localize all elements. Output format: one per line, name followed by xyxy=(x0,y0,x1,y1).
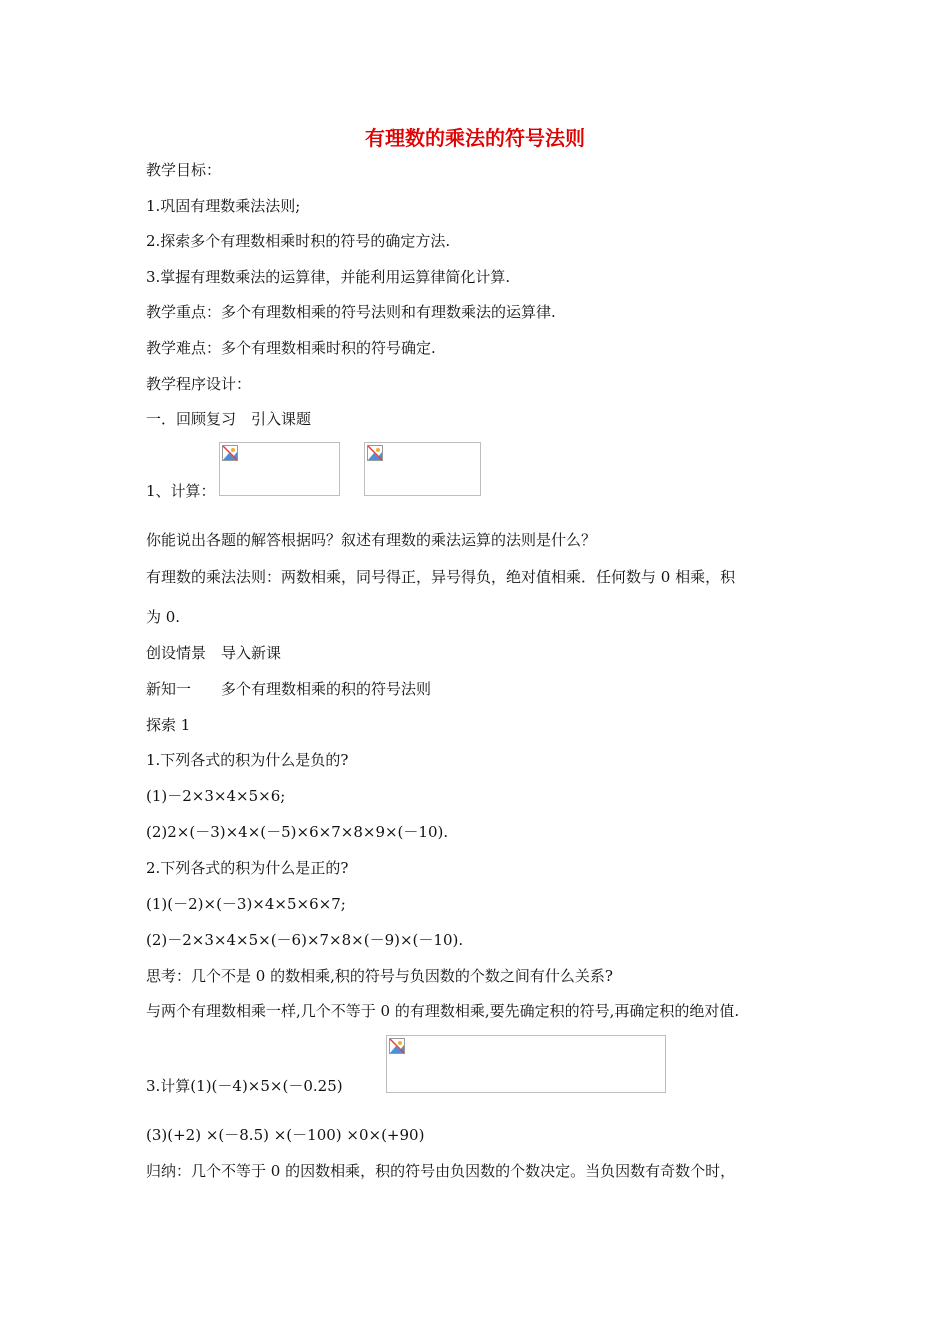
text-line: 1、计算： xyxy=(146,482,216,500)
text-line: 1.巩固有理数乘法法则; xyxy=(146,197,301,215)
broken-image xyxy=(386,1035,666,1093)
text-line: 教学难点：多个有理数相乘时积的符号确定. xyxy=(146,339,436,357)
text-line: 创设情景 导入新课 xyxy=(146,644,282,662)
text-line: 3.掌握有理数乘法的运算律，并能利用运算律简化计算. xyxy=(146,268,511,286)
text-line: (3)(+2) ×(－8.5) ×(－100) ×0×(+90) xyxy=(146,1126,425,1144)
broken-image-icon xyxy=(389,1038,405,1054)
page-title: 有理数的乘法的符号法则 xyxy=(365,126,585,150)
text-line: 有理数的乘法法则：两数相乘，同号得正，异号得负，绝对值相乘．任何数与 0 相乘，积 xyxy=(146,568,736,586)
text-line: 教学程序设计： xyxy=(146,375,252,393)
text-line: 教学重点：多个有理数相乘的符号法则和有理数乘法的运算律. xyxy=(146,303,556,321)
text-line: 你能说出各题的解答根据吗？叙述有理数的乘法运算的法则是什么？ xyxy=(146,531,597,549)
text-line: 2.下列各式的积为什么是正的? xyxy=(146,859,349,877)
text-line: 3.计算(1)(－4)×5×(－0.25) xyxy=(146,1077,343,1095)
text-line: 1.下列各式的积为什么是负的? xyxy=(146,751,349,769)
text-line: 教学目标： xyxy=(146,161,222,179)
text-line: 归纳：几个不等于 0 的因数相乘，积的符号由负因数的个数决定。当负因数有奇数个时， xyxy=(146,1162,736,1180)
text-line: 一．回顾复习 引入课题 xyxy=(146,410,312,428)
broken-image xyxy=(219,442,340,496)
text-line: 新知一 多个有理数相乘的积的符号法则 xyxy=(146,680,432,698)
text-line: (2)－2×3×4×5×(－6)×7×8×(－9)×(－10). xyxy=(146,931,464,949)
text-line: 与两个有理数相乘一样,几个不等于 0 的有理数相乘,要先确定积的符号,再确定积的绝对值. xyxy=(146,1002,740,1020)
text-line: (2)2×(－3)×4×(－5)×6×7×8×9×(－10). xyxy=(146,823,449,841)
broken-image-icon xyxy=(367,445,383,461)
text-line: 2.探索多个有理数相乘时积的符号的确定方法. xyxy=(146,232,451,250)
text-line: (1)(－2)×(－3)×4×5×6×7; xyxy=(146,895,346,913)
broken-image xyxy=(364,442,481,496)
broken-image-icon xyxy=(222,445,238,461)
text-line: 为 0. xyxy=(146,608,181,626)
text-line: 探索 1 xyxy=(146,716,191,734)
text-line: 思考：几个不是 0 的数相乘,积的符号与负因数的个数之间有什么关系? xyxy=(146,967,613,985)
text-line: (1)－2×3×4×5×6; xyxy=(146,787,286,805)
